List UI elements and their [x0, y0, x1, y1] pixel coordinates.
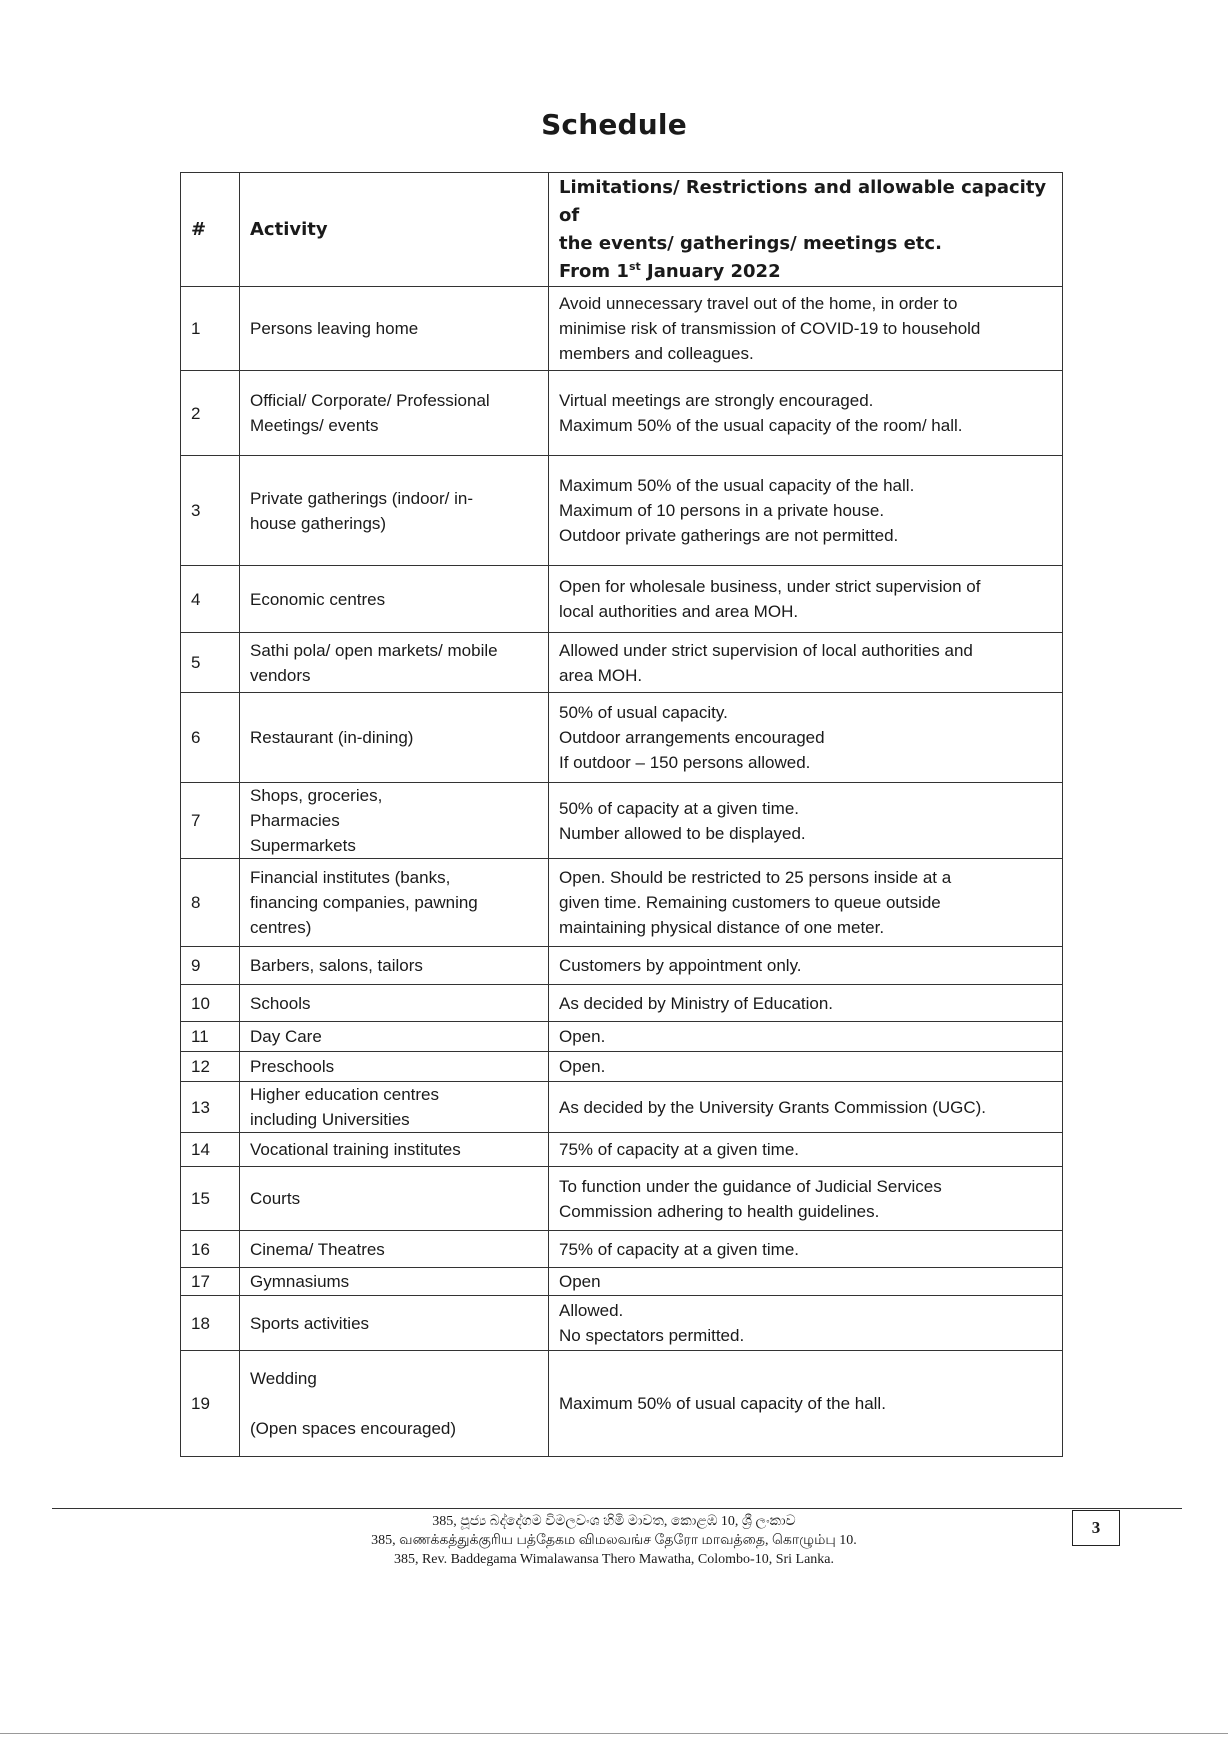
row-activity — [240, 1052, 549, 1082]
row-limitations — [549, 1022, 1063, 1052]
activity-line: Courts — [250, 1189, 301, 1208]
table-row — [181, 859, 1063, 947]
footer-address — [0, 1512, 1228, 1569]
activity-line: vendors — [250, 665, 311, 685]
row-activity — [240, 1351, 549, 1457]
limitation-line: No spectators permitted. — [559, 1326, 745, 1345]
limitation-line: Outdoor private gatherings are not permitted. — [559, 526, 899, 545]
row-activity — [240, 633, 549, 693]
row-activity — [240, 456, 549, 566]
activity-line: Official/ Corporate/ Professional — [250, 391, 490, 410]
row-limitations — [549, 783, 1063, 859]
header-limitations-line: Limitations/ Restrictions and allowable capacity of — [559, 176, 1047, 226]
activity-line: Higher education centres — [250, 1085, 440, 1104]
header-limitations — [549, 173, 1063, 287]
row-activity — [240, 1167, 549, 1231]
row-number: 4 — [181, 566, 240, 633]
page-number: 3 — [1072, 1510, 1120, 1546]
activity-line: Sathi pola/ open markets/ mobile — [250, 640, 498, 660]
limitation-line: To function under the guidance of Judicial Services — [559, 1176, 942, 1196]
row-number: 8 — [181, 859, 240, 947]
row-limitations — [549, 1052, 1063, 1082]
limitation-line: Maximum 50% of usual capacity of the hall. — [559, 1394, 886, 1413]
row-activity — [240, 859, 549, 947]
table-row — [181, 566, 1063, 633]
limitation-line: Open. — [559, 1057, 606, 1076]
row-limitations — [549, 566, 1063, 633]
activity-line: Cinema/ Theatres — [250, 1239, 385, 1259]
row-limitations — [549, 287, 1063, 371]
limitation-line: Open. Should be restricted to 25 persons inside at a — [559, 868, 952, 887]
table-row — [181, 1268, 1063, 1296]
row-number: 7 — [181, 783, 240, 859]
footer-address-sinhala: 385, පූජ්‍ය බද්දේගම විමලවංශ හිමි මාවත, කොළඹ 10, ශ්‍රී ලංකාව — [432, 1514, 796, 1529]
row-number: 1 — [181, 287, 240, 371]
table-row — [181, 1351, 1063, 1457]
activity-line: Wedding — [250, 1369, 317, 1388]
row-number: 16 — [181, 1231, 240, 1268]
activity-line: (Open spaces encouraged) — [250, 1419, 457, 1438]
row-limitations — [549, 456, 1063, 566]
limitation-line: 75% of capacity at a given time. — [559, 1239, 800, 1259]
activity-line: Persons leaving home — [250, 319, 419, 338]
row-activity — [240, 783, 549, 859]
limitation-line: Avoid unnecessary travel out of the home, in order to — [559, 294, 958, 313]
activity-line: Restaurant (in-dining) — [250, 728, 414, 747]
row-limitations — [549, 1268, 1063, 1296]
footer-address-tamil: 385, வணக்கத்துக்குரிய பத்தேகம விமலவங்ச தேரோ மாவத்தை, கொழும்பு 10. — [371, 1533, 857, 1548]
limitation-line: Open for wholesale business, under strict supervision of — [559, 577, 981, 596]
limitation-line: Allowed under strict supervision of local authorities and — [559, 640, 973, 660]
activity-line: Sports activities — [250, 1313, 370, 1333]
limitation-line: Open — [559, 1272, 601, 1291]
row-limitations — [549, 633, 1063, 693]
table-row — [181, 1133, 1063, 1167]
row-limitations — [549, 1351, 1063, 1457]
limitation-line: If outdoor – 150 persons allowed. — [559, 753, 811, 772]
row-activity — [240, 985, 549, 1022]
activity-line — [250, 1391, 538, 1416]
table-row — [181, 693, 1063, 783]
row-number: 19 — [181, 1351, 240, 1457]
limitation-line: As decided by the University Grants Commission (UGC). — [559, 1097, 987, 1117]
row-limitations — [549, 1231, 1063, 1268]
activity-line: including Universities — [250, 1110, 410, 1129]
row-activity — [240, 693, 549, 783]
limitation-line: Number allowed to be displayed. — [559, 823, 806, 843]
row-number: 9 — [181, 947, 240, 985]
header-limitations-line: the events/ gatherings/ meetings etc. — [559, 232, 942, 254]
table-row — [181, 1022, 1063, 1052]
row-limitations — [549, 1167, 1063, 1231]
limitation-line: local authorities and area MOH. — [559, 602, 799, 621]
row-number: 14 — [181, 1133, 240, 1167]
activity-line: Private gatherings (indoor/ in- — [250, 488, 474, 508]
scan-edge-line — [0, 1733, 1228, 1734]
row-number: 5 — [181, 633, 240, 693]
row-activity — [240, 1296, 549, 1351]
limitation-line: Customers by appointment only. — [559, 956, 802, 975]
header-date-prefix: From 1 — [559, 260, 629, 282]
row-activity — [240, 1082, 549, 1133]
row-limitations — [549, 985, 1063, 1022]
activity-line: house gatherings) — [250, 513, 387, 533]
table-header-row — [181, 173, 1063, 287]
row-activity — [240, 1231, 549, 1268]
footer-divider — [52, 1508, 1182, 1509]
limitation-line: Open. — [559, 1027, 606, 1046]
table-row — [181, 985, 1063, 1022]
limitation-line: Maximum 50% of the usual capacity of the room/ hall. — [559, 416, 963, 435]
table-row — [181, 1296, 1063, 1351]
header-date-line — [559, 258, 1052, 286]
limitation-line: 50% of usual capacity. — [559, 703, 728, 722]
header-activity: Activity — [240, 173, 549, 287]
row-number: 2 — [181, 371, 240, 456]
activity-line: Vocational training institutes — [250, 1140, 461, 1159]
table-row — [181, 287, 1063, 371]
row-number: 3 — [181, 456, 240, 566]
schedule-table — [180, 172, 1063, 1457]
limitation-line: Maximum of 10 persons in a private house. — [559, 501, 885, 520]
limitation-line: area MOH. — [559, 665, 643, 685]
activity-line: Supermarkets — [250, 836, 356, 855]
header-number: # — [181, 173, 240, 287]
limitation-line: maintaining physical distance of one meter. — [559, 918, 885, 937]
row-activity — [240, 566, 549, 633]
row-number: 10 — [181, 985, 240, 1022]
limitation-line: members and colleagues. — [559, 344, 754, 363]
row-activity — [240, 287, 549, 371]
row-number: 18 — [181, 1296, 240, 1351]
header-date-superscript: st — [628, 259, 641, 273]
limitation-line: Virtual meetings are strongly encouraged. — [559, 391, 874, 410]
row-activity — [240, 1022, 549, 1052]
activity-line: Day Care — [250, 1027, 322, 1046]
row-limitations — [549, 1296, 1063, 1351]
limitation-line: Commission adhering to health guidelines. — [559, 1201, 880, 1221]
limitation-line: Maximum 50% of the usual capacity of the hall. — [559, 476, 915, 495]
row-limitations — [549, 693, 1063, 783]
page-title: Schedule — [541, 108, 687, 141]
limitation-line: given time. Remaining customers to queue outside — [559, 893, 941, 912]
row-activity — [240, 1268, 549, 1296]
table-row — [181, 456, 1063, 566]
limitation-line: Allowed. — [559, 1301, 624, 1320]
row-number: 11 — [181, 1022, 240, 1052]
header-date-suffix: January 2022 — [640, 260, 781, 282]
table-row — [181, 1231, 1063, 1268]
activity-line: Pharmacies — [250, 811, 340, 830]
activity-line: financing companies, pawning — [250, 893, 478, 912]
limitation-line: 50% of capacity at a given time. — [559, 798, 800, 818]
row-activity — [240, 947, 549, 985]
row-number: 17 — [181, 1268, 240, 1296]
table-row — [181, 371, 1063, 456]
table-row — [181, 1082, 1063, 1133]
activity-line: Meetings/ events — [250, 416, 379, 435]
footer-address-english: 385, Rev. Baddegama Wimalawansa Thero Mawatha, Colombo-10, Sri Lanka. — [393, 1552, 835, 1567]
limitation-line: As decided by Ministry of Education. — [559, 993, 834, 1013]
activity-line: Schools — [250, 993, 311, 1013]
row-limitations — [549, 371, 1063, 456]
table-row — [181, 783, 1063, 859]
activity-line: Barbers, salons, tailors — [250, 956, 423, 975]
row-number: 13 — [181, 1082, 240, 1133]
table-row — [181, 1052, 1063, 1082]
row-limitations — [549, 1082, 1063, 1133]
activity-line: Economic centres — [250, 589, 386, 609]
row-number: 15 — [181, 1167, 240, 1231]
row-activity — [240, 1133, 549, 1167]
table-row — [181, 633, 1063, 693]
limitation-line: Outdoor arrangements encouraged — [559, 728, 825, 747]
table-row — [181, 1167, 1063, 1231]
activity-line: Financial institutes (banks, — [250, 868, 451, 887]
row-number: 6 — [181, 693, 240, 783]
table-row — [181, 947, 1063, 985]
row-number: 12 — [181, 1052, 240, 1082]
row-activity — [240, 371, 549, 456]
activity-line: Preschools — [250, 1057, 335, 1076]
row-limitations — [549, 947, 1063, 985]
limitation-line: minimise risk of transmission of COVID-19 to household — [559, 319, 981, 338]
row-limitations — [549, 1133, 1063, 1167]
row-limitations — [549, 859, 1063, 947]
activity-line: Gymnasiums — [250, 1272, 350, 1291]
activity-line: centres) — [250, 918, 312, 937]
activity-line: Shops, groceries, — [250, 786, 383, 805]
limitation-line: 75% of capacity at a given time. — [559, 1140, 800, 1159]
